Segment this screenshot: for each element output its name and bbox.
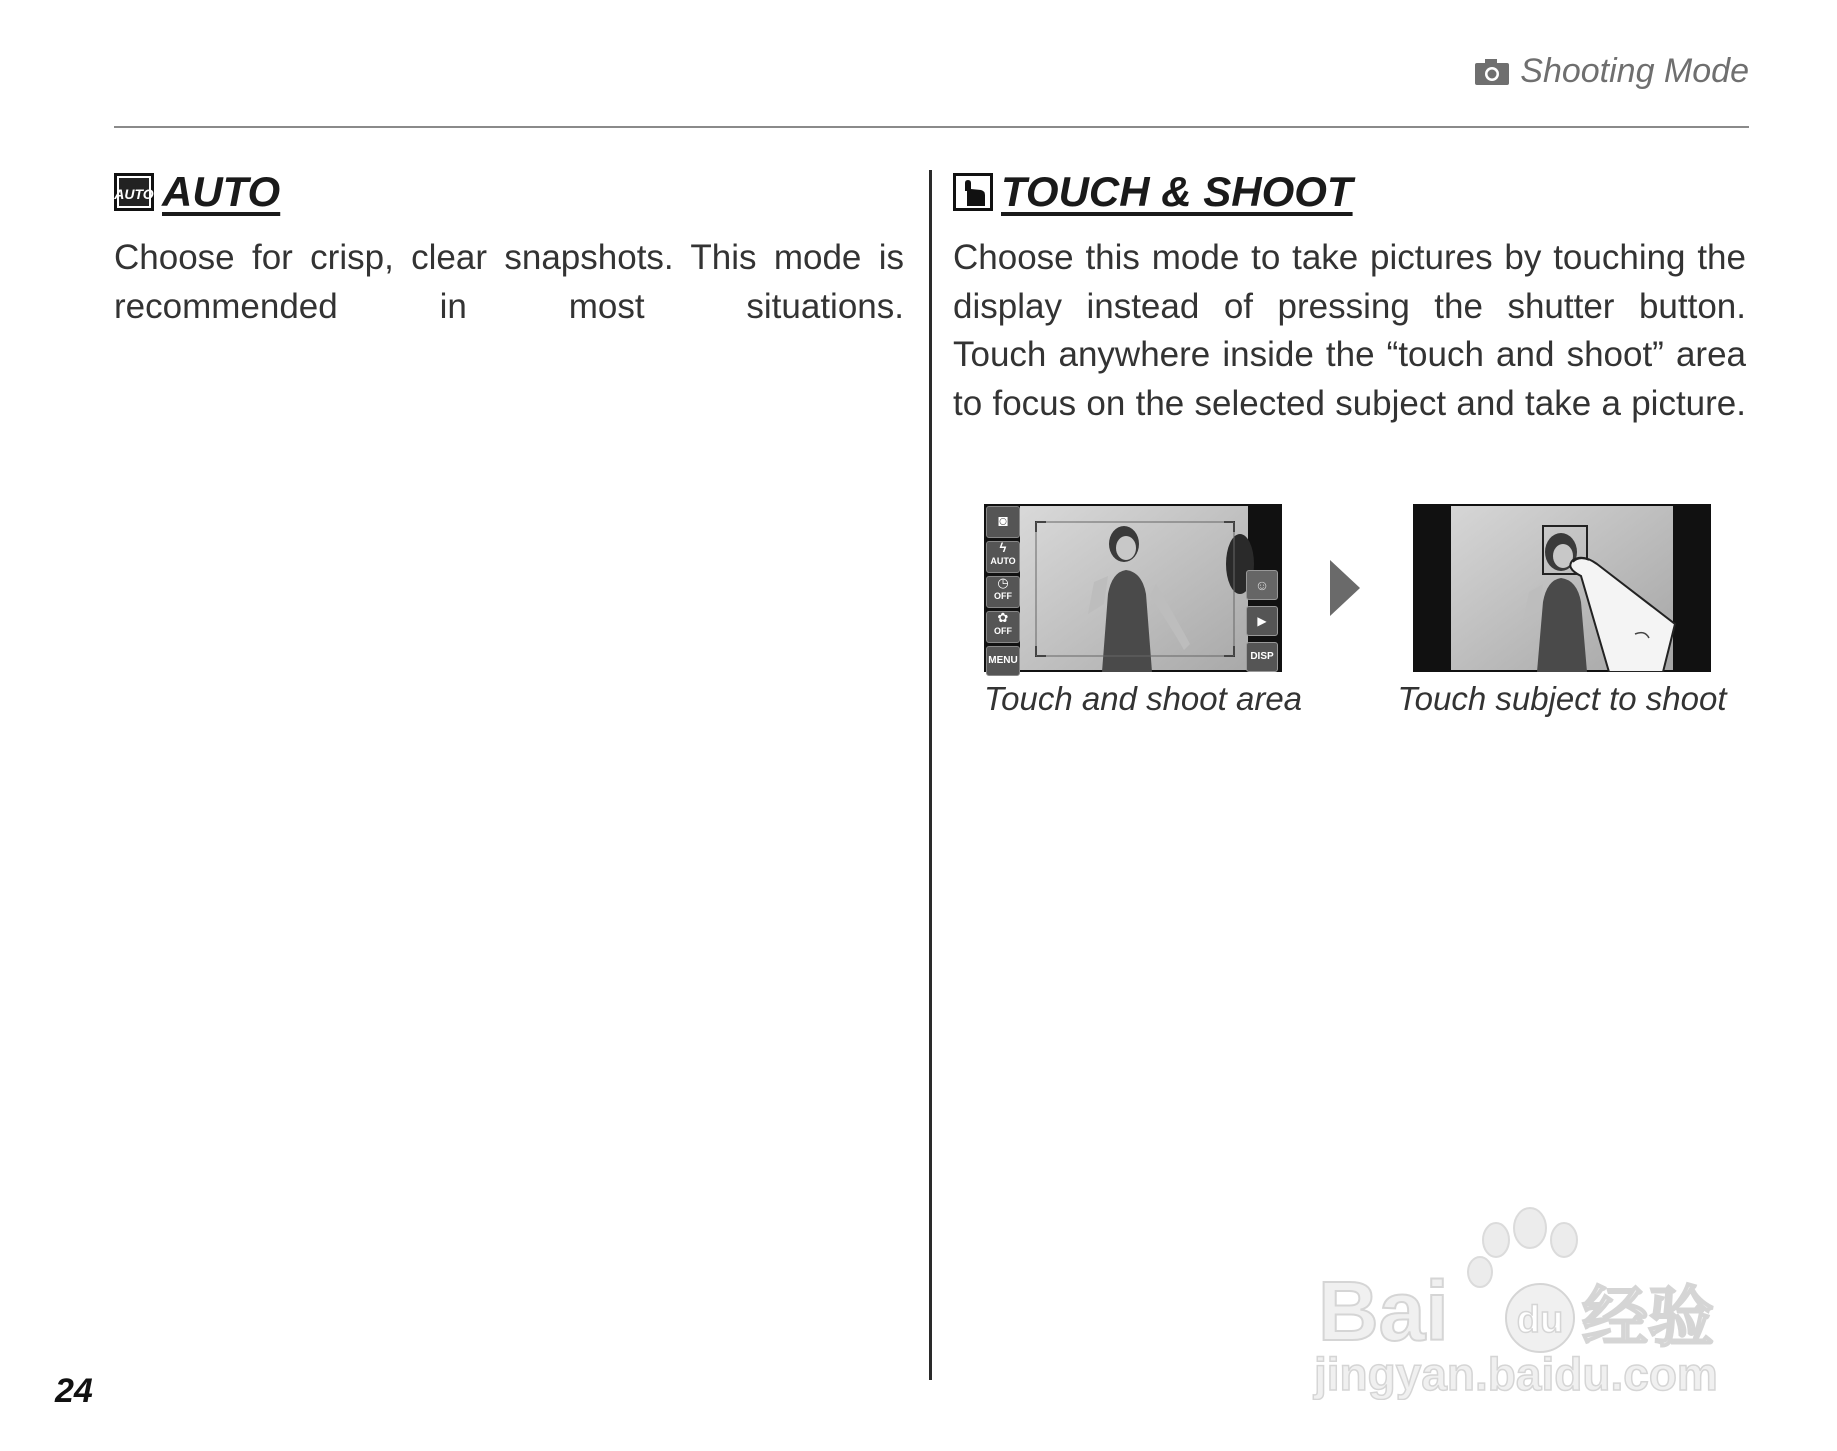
page-number: 24: [55, 1372, 93, 1410]
flash-button[interactable]: [986, 541, 1020, 573]
shooting-mode-button[interactable]: [986, 506, 1020, 538]
baidu-watermark-logo: [1310, 1190, 1750, 1400]
menu-button[interactable]: MENU: [986, 646, 1020, 676]
svg-text:du: du: [1516, 1299, 1564, 1341]
camera-display-illustration: [984, 504, 1282, 672]
face-detection-icon: ☺: [1254, 577, 1270, 593]
screen2-caption: Touch subject to shoot: [1397, 680, 1727, 717]
self-timer-icon: ◷: [997, 575, 1009, 590]
left-button-column: [986, 506, 1020, 676]
playback-icon: ▶: [1257, 614, 1267, 628]
touch-mode-icon: [953, 173, 993, 211]
svg-text:Bai: Bai: [1318, 1264, 1449, 1358]
arrow-right-icon: [1328, 558, 1362, 618]
macro-button[interactable]: [986, 611, 1020, 643]
touch-subject-screen: [1413, 504, 1711, 672]
touch-subject-illustration: [1413, 504, 1711, 672]
header-rule: [114, 126, 1749, 128]
header-section-title: Shooting Mode: [1520, 52, 1749, 90]
touch-shoot-section-title: [953, 168, 1746, 216]
touch-shoot-description: Choose this mode to take pictures by touching the display instead of pressing the shutter button. Touch anywhere inside the “touch and shoot” area to focus on the selected subject and take a picture.: [953, 238, 1746, 423]
svg-text:经验: 经验: [1582, 1279, 1714, 1356]
camera-mode-icon: ◙: [998, 513, 1008, 530]
face-detection-button[interactable]: [1246, 570, 1278, 600]
flash-icon: ϟ: [999, 540, 1007, 555]
macro-button-label: OFF: [994, 626, 1012, 636]
playback-button[interactable]: [1246, 606, 1278, 636]
self-timer-button[interactable]: [986, 576, 1020, 608]
disp-button[interactable]: DISP: [1246, 642, 1278, 672]
self-timer-button-label: OFF: [994, 591, 1012, 601]
macro-flower-icon: ✿: [997, 610, 1009, 625]
svg-text:AUTO: AUTO: [114, 186, 154, 202]
auto-description: Choose for crisp, clear snapshots. This mode is recommended in most situations.: [114, 238, 904, 326]
running-header: [1474, 52, 1749, 91]
column-divider: [929, 170, 932, 1380]
auto-mode-icon: [114, 173, 154, 211]
flash-button-label: AUTO: [990, 556, 1016, 566]
auto-title-text: AUTO: [162, 168, 281, 215]
touch-shoot-title-text: TOUCH & SHOOT: [1001, 168, 1353, 215]
touch-shoot-area-screen: [984, 504, 1282, 672]
auto-section: [114, 168, 904, 380]
auto-section-title: [114, 168, 904, 216]
svg-text:jingyan.baidu.com: jingyan.baidu.com: [1314, 1348, 1718, 1400]
touch-shoot-section: [953, 168, 1746, 477]
screen1-caption: Touch and shoot area: [984, 680, 1303, 717]
camera-icon: [1474, 58, 1510, 86]
right-button-column: [1246, 570, 1278, 672]
